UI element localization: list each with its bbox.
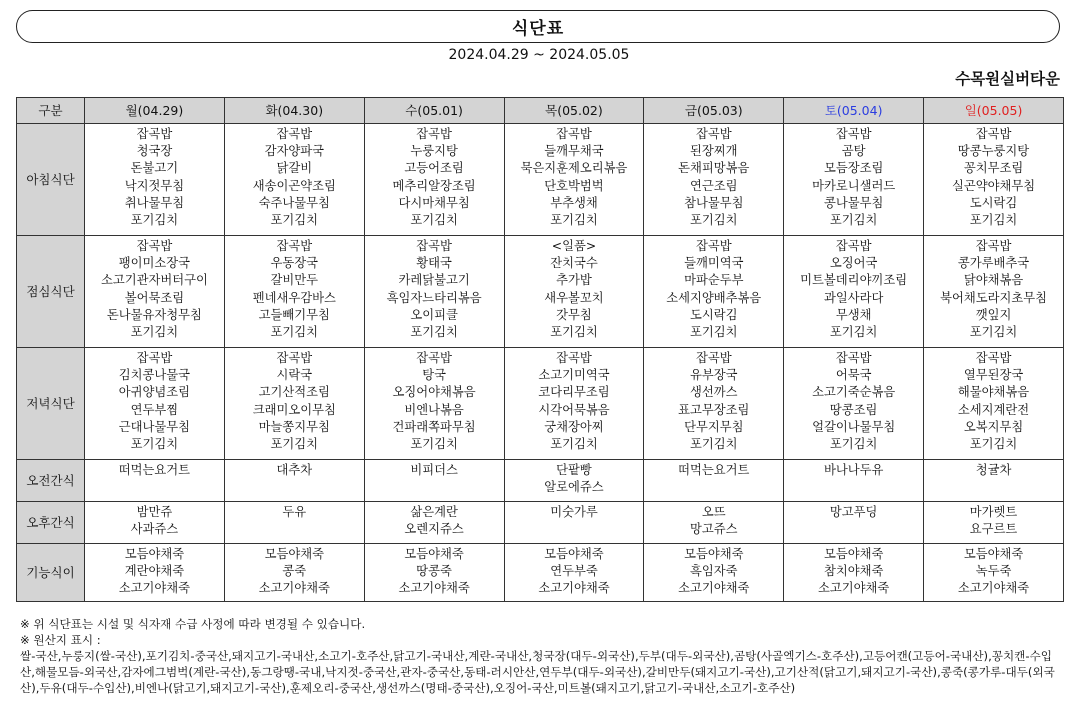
menu-item: 포기김치 xyxy=(829,325,878,340)
menu-item: 소고기야채죽 xyxy=(258,581,330,596)
menu-item: 청국장 xyxy=(136,144,173,159)
menu-item: 잡곡밥 xyxy=(835,351,872,365)
menu-cell-sat xyxy=(784,124,924,236)
menu-item: 계란야채죽 xyxy=(124,564,185,579)
menu-item: 해물야채볶음 xyxy=(957,385,1030,400)
menu-item: 볼어묵조림 xyxy=(124,290,185,305)
menu-item: 꽁치무조림 xyxy=(963,161,1024,176)
menu-item: 떠먹는요거트 xyxy=(118,463,191,477)
menu-item: 비피더스 xyxy=(410,463,458,477)
menu-row xyxy=(17,236,1064,348)
menu-cell-sat xyxy=(784,348,924,460)
menu-item: 팽이미소장국 xyxy=(118,256,191,271)
menu-item: 단무지무침 xyxy=(684,419,744,434)
menu-item: 콩죽 xyxy=(282,564,307,579)
menu-cell-thu xyxy=(504,460,644,502)
menu-item: 잡곡밥 xyxy=(975,127,1012,141)
menu-item: 연두부죽 xyxy=(550,564,598,579)
menu-item: 잡곡밥 xyxy=(416,127,452,141)
row-label: 저녁식단 xyxy=(17,348,85,460)
menu-item: 포기김치 xyxy=(690,213,738,228)
menu-item: 고들빼기무침 xyxy=(258,307,330,322)
menu-item: 포기김치 xyxy=(410,437,458,452)
menu-item: 포기김치 xyxy=(410,325,458,340)
menu-item: 새우볼꼬치 xyxy=(544,290,604,305)
menu-cell-thu xyxy=(504,544,644,602)
menu-item: 포기김치 xyxy=(270,213,319,228)
menu-item: 김치콩나물국 xyxy=(118,368,191,383)
menu-cell-sat xyxy=(784,502,924,544)
menu-item: 모듬장조림 xyxy=(823,161,884,176)
menu-item: 소고기관자버터구이 xyxy=(100,273,208,288)
menu-item: 도시락김 xyxy=(690,307,738,322)
menu-body xyxy=(17,124,1064,602)
menu-cell-wed xyxy=(364,460,504,502)
menu-cell-sun xyxy=(924,460,1064,502)
menu-item: 된장찌개 xyxy=(690,144,738,159)
menu-item: 어묵국 xyxy=(835,368,872,383)
menu-table xyxy=(16,97,1064,602)
menu-item: 돈채피망볶음 xyxy=(678,161,750,176)
menu-item: 마카로니샐러드 xyxy=(812,178,896,193)
menu-item: 소세지계란전 xyxy=(957,402,1030,417)
menu-item: 요구르트 xyxy=(969,522,1018,537)
menu-item: 포기김치 xyxy=(410,213,458,228)
menu-item: 소고기야채죽 xyxy=(118,581,191,596)
menu-item: 녹두죽 xyxy=(975,564,1012,579)
menu-item: 실곤약야채무침 xyxy=(951,178,1036,193)
menu-item: 단호박범벅 xyxy=(544,178,604,193)
menu-item: 시락국 xyxy=(276,368,313,383)
menu-item: 근대나물무침 xyxy=(118,419,191,434)
menu-cell-fri xyxy=(644,236,784,348)
menu-item: 참나물무침 xyxy=(684,195,744,210)
menu-item: 잡곡밥 xyxy=(136,351,173,365)
menu-item: 청귤차 xyxy=(975,463,1012,477)
menu-item: 잡곡밥 xyxy=(136,127,173,141)
menu-item: 모듬야채죽 xyxy=(264,547,324,561)
menu-item: 갓무침 xyxy=(556,307,592,322)
menu-item: 모듬야채죽 xyxy=(124,547,185,561)
menu-cell-sun xyxy=(924,502,1064,544)
menu-cell-fri xyxy=(644,502,784,544)
menu-item: 숙주나물무침 xyxy=(258,195,330,210)
day-header-sat: 토(05.04) xyxy=(784,98,924,124)
menu-item: 오이피클 xyxy=(410,307,458,322)
menu-item: 잡곡밥 xyxy=(136,239,173,253)
day-header-sun: 일(05.05) xyxy=(924,98,1064,124)
menu-item: 메추리알장조림 xyxy=(392,178,476,193)
menu-item: 콩나물무침 xyxy=(823,195,884,210)
menu-cell-tue xyxy=(224,124,364,236)
menu-item: 연근조림 xyxy=(690,178,738,193)
menu-cell-fri xyxy=(644,460,784,502)
menu-item: 포기김치 xyxy=(690,325,738,340)
menu-cell-mon xyxy=(85,502,225,544)
menu-item: 땅콩누룽지탕 xyxy=(957,144,1030,159)
menu-item: 닭야채볶음 xyxy=(963,273,1024,288)
menu-item: 펜네새우감바스 xyxy=(252,290,336,305)
menu-item: 흑임자죽 xyxy=(690,564,738,579)
row-label: 점심식단 xyxy=(17,236,85,348)
menu-item: 소고기야채죽 xyxy=(398,581,470,596)
menu-cell-sat xyxy=(784,460,924,502)
menu-item: 아귀양념조림 xyxy=(118,385,191,400)
menu-item: 잡곡밥 xyxy=(276,127,313,141)
menu-item: 오징어야채볶음 xyxy=(392,385,476,400)
menu-item: 황태국 xyxy=(416,256,452,271)
menu-item: 연두부찜 xyxy=(130,402,179,417)
menu-item: 소고기야채죽 xyxy=(678,581,750,596)
menu-item: 낙지젓무침 xyxy=(124,178,185,193)
page-title: 식단표 xyxy=(511,19,565,39)
menu-cell-tue xyxy=(224,348,364,460)
menu-item: 바나나두유 xyxy=(823,463,884,477)
menu-item: 소고기야채죽 xyxy=(818,581,890,596)
menu-item: <일품> xyxy=(551,239,597,253)
menu-item: 잡곡밥 xyxy=(975,351,1012,365)
menu-item: 망고푸딩 xyxy=(829,505,878,519)
menu-item: 포기김치 xyxy=(130,437,179,452)
menu-cell-mon xyxy=(85,236,225,348)
menu-item: 단팥빵 xyxy=(556,463,592,477)
menu-item: 닭갈비 xyxy=(276,161,313,176)
menu-item: 모듬야채죽 xyxy=(823,547,884,561)
menu-item: 감자양파국 xyxy=(264,144,324,159)
menu-item: 잡곡밥 xyxy=(556,127,592,141)
menu-row xyxy=(17,460,1064,502)
menu-item: 미트볼데리야끼조림 xyxy=(800,273,908,288)
menu-item: 오뜨 xyxy=(701,505,726,519)
menu-item: 잡곡밥 xyxy=(556,351,592,365)
menu-item: 땅콩죽 xyxy=(416,564,452,579)
menu-cell-mon xyxy=(85,544,225,602)
row-label: 오후간식 xyxy=(17,502,85,544)
menu-item: 잔치국수 xyxy=(550,256,598,271)
menu-cell-sun xyxy=(924,348,1064,460)
menu-item: 소고기죽순볶음 xyxy=(812,385,896,400)
menu-item: 잡곡밥 xyxy=(695,239,732,253)
menu-row xyxy=(17,544,1064,602)
menu-item: 포기김치 xyxy=(829,213,878,228)
notice-line: ※ 위 식단표는 시설 및 식자재 수급 사정에 따라 변경될 수 있습니다. xyxy=(20,617,366,631)
date-range: 2024.04.29 ~ 2024.05.05 xyxy=(448,47,630,63)
menu-item: 마가렛트 xyxy=(969,505,1018,519)
menu-cell-thu xyxy=(504,502,644,544)
menu-item: 과일사라다 xyxy=(823,290,884,305)
menu-item: 북어채도라지초무침 xyxy=(940,290,1047,305)
menu-cell-fri xyxy=(644,348,784,460)
menu-item: 오징어국 xyxy=(829,256,878,271)
row-label: 아침식단 xyxy=(17,124,85,236)
day-header-fri: 금(05.03) xyxy=(644,98,784,124)
menu-cell-sat xyxy=(784,544,924,602)
menu-item: 망고쥬스 xyxy=(690,522,738,537)
menu-item: 탕국 xyxy=(422,368,446,383)
menu-item: 깻잎지 xyxy=(975,307,1012,322)
menu-cell-thu xyxy=(504,124,644,236)
menu-item: 돈불고기 xyxy=(130,161,179,176)
menu-cell-sun xyxy=(924,544,1064,602)
menu-cell-tue xyxy=(224,460,364,502)
menu-item: 대추차 xyxy=(276,463,313,477)
menu-cell-wed xyxy=(364,236,504,348)
menu-item: 오복지무침 xyxy=(963,419,1024,434)
menu-item: 오렌지쥬스 xyxy=(404,522,464,537)
menu-item: 묵은지훈제오리볶음 xyxy=(520,161,628,176)
menu-item: 잡곡밥 xyxy=(416,351,452,365)
menu-cell-wed xyxy=(364,124,504,236)
menu-cell-tue xyxy=(224,236,364,348)
menu-item: 잡곡밥 xyxy=(416,239,452,253)
menu-item: 밤만쥬 xyxy=(136,505,173,519)
menu-item: 사과쥬스 xyxy=(130,522,179,537)
menu-item: 곰탕 xyxy=(841,144,866,159)
menu-item: 열무된장국 xyxy=(963,368,1024,383)
menu-item: 마파순두부 xyxy=(684,273,744,288)
menu-item: 포기김치 xyxy=(130,325,179,340)
menu-item: 잡곡밥 xyxy=(276,351,313,365)
menu-item: 소고기미역국 xyxy=(538,368,610,383)
menu-item: 무생채 xyxy=(835,307,872,322)
menu-item: 다시마채무침 xyxy=(398,195,470,210)
menu-item: 잡곡밥 xyxy=(975,239,1012,253)
menu-row xyxy=(17,502,1064,544)
row-label: 오전간식 xyxy=(17,460,85,502)
menu-item: 소고기야채죽 xyxy=(957,581,1030,596)
menu-item: 잡곡밥 xyxy=(276,239,313,253)
menu-item: 포기김치 xyxy=(969,213,1018,228)
menu-item: 포기김치 xyxy=(829,437,878,452)
menu-item: 포기김치 xyxy=(550,437,598,452)
menu-cell-thu xyxy=(504,348,644,460)
menu-item: 도시락김 xyxy=(969,195,1018,210)
menu-item: 참치야채죽 xyxy=(823,564,884,579)
day-header-thu: 목(05.02) xyxy=(504,98,644,124)
menu-cell-wed xyxy=(364,544,504,602)
menu-cell-thu xyxy=(504,236,644,348)
menu-item: 포기김치 xyxy=(969,437,1018,452)
menu-item: 고기산적조림 xyxy=(258,385,330,400)
menu-item: 모듬야채죽 xyxy=(404,547,464,561)
menu-item: 모듬야채죽 xyxy=(684,547,744,561)
menu-cell-tue xyxy=(224,544,364,602)
menu-item: 들깨무채국 xyxy=(544,144,604,159)
menu-item: 시각어묵볶음 xyxy=(538,402,610,417)
menu-item: 포기김치 xyxy=(130,213,179,228)
menu-item: 들깨미역국 xyxy=(684,256,744,271)
menu-item: 누룽지탕 xyxy=(410,144,458,159)
menu-item: 고등어조림 xyxy=(404,161,464,176)
menu-item: 생선까스 xyxy=(690,385,738,400)
day-header-mon: 월(04.29) xyxy=(85,98,225,124)
menu-cell-fri xyxy=(644,544,784,602)
menu-item: 부추생채 xyxy=(550,195,598,210)
menu-item: 카레닭불고기 xyxy=(398,273,470,288)
facility-name: 수목원실버타운 xyxy=(955,70,1060,88)
menu-item: 삶은계란 xyxy=(410,505,458,519)
origin-heading: ※ 원산지 표시 : xyxy=(20,633,101,647)
menu-item: 알로에쥬스 xyxy=(544,480,604,495)
menu-item: 떠먹는요거트 xyxy=(678,463,750,477)
menu-item: 새송이곤약조림 xyxy=(252,178,336,193)
menu-item: 코다리무조림 xyxy=(538,385,610,400)
menu-cell-sat xyxy=(784,236,924,348)
menu-item: 땅콩조림 xyxy=(829,402,878,417)
menu-item: 궁채장아찌 xyxy=(544,419,604,434)
menu-item: 두유 xyxy=(282,505,307,519)
menu-item: 비엔나볶음 xyxy=(404,402,464,417)
menu-item: 미숫가루 xyxy=(550,505,598,519)
header-row xyxy=(17,98,1064,124)
menu-item: 우동장국 xyxy=(270,256,319,271)
menu-cell-wed xyxy=(364,502,504,544)
menu-row xyxy=(17,124,1064,236)
menu-item: 잡곡밥 xyxy=(695,351,732,365)
menu-item: 흑임자느타리볶음 xyxy=(386,290,482,305)
menu-item: 포기김치 xyxy=(550,325,598,340)
menu-row xyxy=(17,348,1064,460)
menu-item: 콩가루배추국 xyxy=(957,256,1030,271)
menu-item: 유부장국 xyxy=(690,368,738,383)
menu-item: 포기김치 xyxy=(270,325,319,340)
menu-item: 얼갈이나물무침 xyxy=(812,419,896,434)
menu-item: 포기김치 xyxy=(690,437,738,452)
menu-title-box xyxy=(16,10,1060,43)
menu-item: 포기김치 xyxy=(270,437,319,452)
menu-cell-wed xyxy=(364,348,504,460)
menu-item: 돈나물유자청무침 xyxy=(106,307,202,322)
menu-item: 갈비만두 xyxy=(270,273,319,288)
menu-item: 잡곡밥 xyxy=(835,239,872,253)
day-header-tue: 화(04.30) xyxy=(224,98,364,124)
menu-cell-sun xyxy=(924,124,1064,236)
menu-item: 표고무장조림 xyxy=(678,402,750,417)
row-label: 기능식이 xyxy=(17,544,85,602)
menu-cell-mon xyxy=(85,348,225,460)
menu-item: 잡곡밥 xyxy=(835,127,872,141)
menu-item: 소고기야채죽 xyxy=(538,581,610,596)
menu-item: 포기김치 xyxy=(550,213,598,228)
menu-item: 모듬야채죽 xyxy=(544,547,604,561)
menu-item: 소세지양배추볶음 xyxy=(666,290,762,305)
origin-list: 쌀-국산,누룽지(쌀-국산),포기김치-중국산,돼지고기-국내산,소고기-호주산,닭고기-국내산,계란-국내산,청국장(대두-외국산),두부(대두-외국산),곰탕(사골엑기스-호주산),고등어캔(고등어-국내산),꽁치캔-수입산,해물모듬-외국산,감자에그범벅(계란-국산),동그랑땡-국내,낙지젓-중국산,관자-중국산,동태-러시안산,연두부(대두-외국산),갈비만두(돼지고기-국산),고기산적(닭고기,돼지고기-국산),콩죽(콩가루-대두(외국산),두유(대두-수입산),비엔나(닭고기,돼지고기-국산),훈제오리-중국산,생선까스(명태-중국산),오징어-국산,미트볼(돼지고기,닭고기-국내산,소고기-호주산) xyxy=(20,649,1055,695)
menu-item: 크래미오이무침 xyxy=(252,402,336,417)
menu-item: 건파래쪽파무침 xyxy=(392,419,476,434)
menu-cell-mon xyxy=(85,460,225,502)
menu-item: 취나물무침 xyxy=(124,195,185,210)
menu-item: 추가밥 xyxy=(556,273,592,288)
day-header-wed: 수(05.01) xyxy=(364,98,504,124)
corner-header: 구분 xyxy=(17,98,85,124)
menu-item: 모듬야채죽 xyxy=(963,547,1024,561)
notes xyxy=(20,616,1064,696)
menu-cell-tue xyxy=(224,502,364,544)
menu-item: 잡곡밥 xyxy=(695,127,732,141)
menu-item: 마늘쫑지무침 xyxy=(258,419,330,434)
menu-cell-sun xyxy=(924,236,1064,348)
menu-item: 포기김치 xyxy=(969,325,1018,340)
menu-cell-fri xyxy=(644,124,784,236)
menu-cell-mon xyxy=(85,124,225,236)
